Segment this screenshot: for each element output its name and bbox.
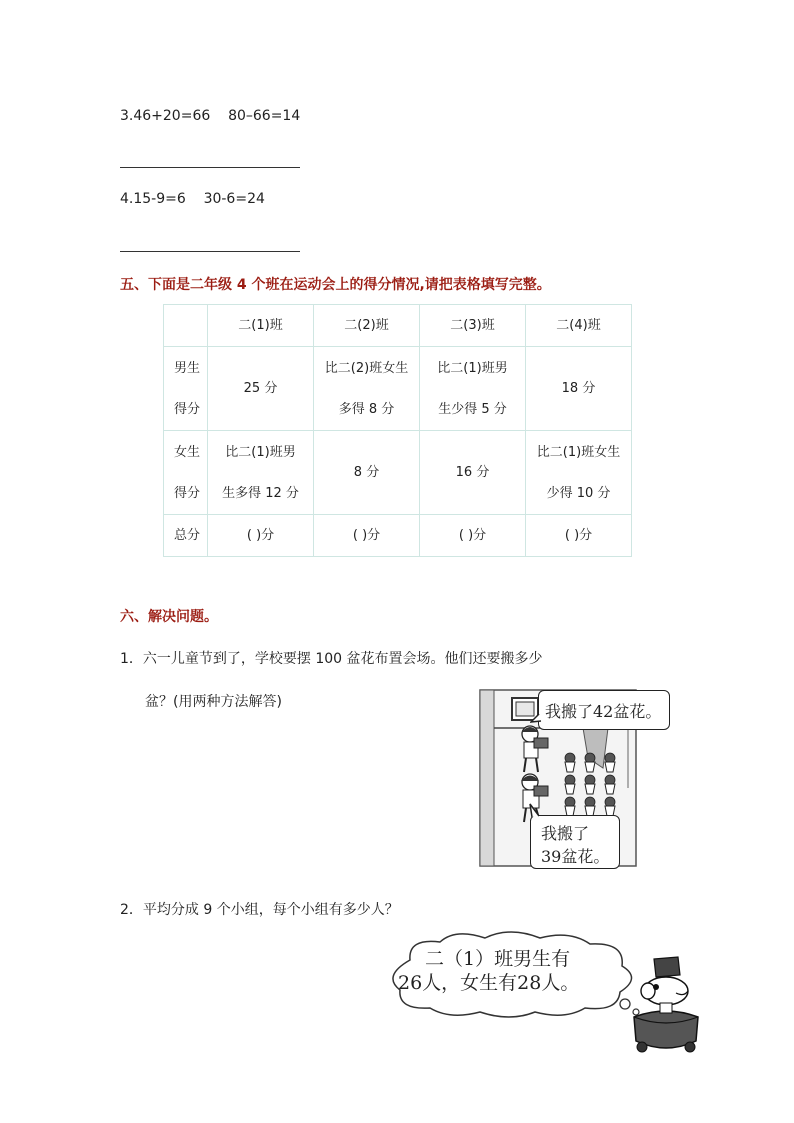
table-cell: 16 分 xyxy=(420,431,526,515)
cloud-text-1: 二（1）班男生有 xyxy=(425,948,571,970)
bubble-bottom-text-2: 39盆花。 xyxy=(541,847,610,866)
section-6-title: 六、解决问题。 xyxy=(120,609,218,625)
cloud-text-2: 26人，女生有28人。 xyxy=(398,972,580,994)
equation-3: 3.46+20=66 80–66=14 xyxy=(120,108,301,124)
table-cell: 比二(1)班男 生多得 12 分 xyxy=(208,431,314,515)
table-header-cell xyxy=(164,305,208,347)
speech-bubble-tail-icon xyxy=(528,803,542,819)
answer-line-3[interactable] xyxy=(120,167,300,168)
table-header-cell: 二(1)班 xyxy=(208,305,314,347)
speech-bubble-bottom xyxy=(530,815,620,869)
answer-line-4[interactable] xyxy=(120,251,300,252)
row-head: 总分 xyxy=(164,515,208,557)
table-header-cell: 二(2)班 xyxy=(314,305,420,347)
total-blank[interactable]: ( )分 xyxy=(208,515,314,557)
speech-bubble-top xyxy=(538,690,670,730)
bubble-top-text: 我搬了42盆花。 xyxy=(545,702,662,721)
table-cell: 18 分 xyxy=(526,347,632,431)
table-cell: 比二(1)班男 生少得 5 分 xyxy=(420,347,526,431)
table-cell: 8 分 xyxy=(314,431,420,515)
problem-2-text: 2．平均分成 9 个小组，每个小组有多少人？ xyxy=(120,902,399,918)
table-header-cell: 二(4)班 xyxy=(526,305,632,347)
table-cell: 25 分 xyxy=(208,347,314,431)
table-row-total xyxy=(164,515,632,557)
total-blank[interactable]: ( )分 xyxy=(526,515,632,557)
section-5-title: 五、下面是二年级 4 个班在运动会上的得分情况,请把表格填写完整。 xyxy=(120,277,551,293)
problem-1-text-cont: 盆？(用两种方法解答) xyxy=(145,694,282,710)
problem-1-text: 1．六一儿童节到了，学校要摆 100 盆花布置会场。他们还要搬多少 xyxy=(120,651,543,667)
table-cell: 比二(1)班女生 少得 10 分 xyxy=(526,431,632,515)
table-header-row xyxy=(164,305,632,347)
total-blank[interactable]: ( )分 xyxy=(314,515,420,557)
row-head: 男生 得分 xyxy=(164,347,208,431)
speech-bubble-tail-icon xyxy=(530,712,544,726)
table-row xyxy=(164,347,632,431)
table-cell: 比二(2)班女生 多得 8 分 xyxy=(314,347,420,431)
table-header-cell: 二(3)班 xyxy=(420,305,526,347)
bubble-bottom-text-1: 我搬了 xyxy=(541,824,590,843)
total-blank[interactable]: ( )分 xyxy=(420,515,526,557)
score-table xyxy=(163,304,632,557)
equation-4: 4.15-9=6 30-6=24 xyxy=(120,191,265,207)
table-row xyxy=(164,431,632,515)
row-head: 女生 得分 xyxy=(164,431,208,515)
chef-character-icon xyxy=(626,955,706,1057)
